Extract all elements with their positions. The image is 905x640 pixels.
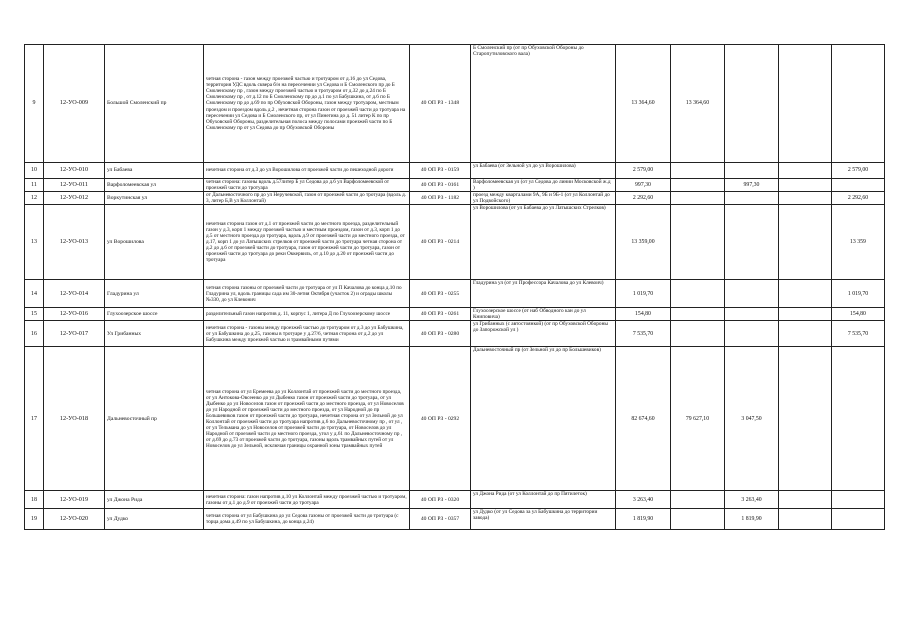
area-value-3 [779, 321, 832, 347]
road-section: Дальневосточный пр (от Зельной ул до пр Большевиков) [471, 347, 616, 491]
street-name: Варфоломеевская ул [105, 179, 204, 192]
area-total: 13 359,00 [616, 205, 671, 280]
street-name: ул Дудко [105, 509, 204, 530]
area-value-4 [832, 509, 885, 530]
area-value-3 [779, 45, 832, 163]
area-value-3 [779, 205, 832, 280]
road-passport-number: 40 ОП РЗ - 0161 [410, 179, 471, 192]
area-value-1 [671, 179, 725, 192]
area-value-4: 13 359 [832, 205, 885, 280]
area-value-1: 13 364,60 [671, 45, 725, 163]
row-number: 10 [25, 163, 44, 179]
street-name: ул Джона Рида [105, 491, 204, 509]
area-total: 1 819,90 [616, 509, 671, 530]
street-name: Ул Грибанных [105, 321, 204, 347]
area-value-2: 3 263,40 [725, 491, 779, 509]
area-total: 7 535,70 [616, 321, 671, 347]
area-value-1 [671, 163, 725, 179]
zone-description: нечетная сторона газон от д.1 от проезжей части до местного проезда, разделительный газон у д.3, корп 1 между проезжей частью и местным проездом, газон от д.3, корп 1 до д.5 от местного проезда до тротуара, вдоль д.9 от проезжей части до местного проезда, от д.17, корп 1 до ул Латышских стрелков от проезжей части до тротуара четная сторона от д.2 до д.6 от проезжей части до тротуара, газон от проезжей части до тротуара, газон от проезжей части до тротуара до реки Оккервиль, от д.10 до д.20 от проезжей части до тротуара [204, 205, 410, 280]
row-number: 17 [25, 347, 44, 491]
area-value-2 [725, 163, 779, 179]
object-code: 12-УО-020 [44, 509, 105, 530]
row-number: 14 [25, 280, 44, 308]
road-passport-number: 40 ОП РЗ - 1182 [410, 192, 471, 205]
road-passport-number: 40 ОП РЗ - 0357 [410, 509, 471, 530]
row-number: 18 [25, 491, 44, 509]
area-value-2 [725, 205, 779, 280]
street-name: Глухоозерское шоссе [105, 308, 204, 321]
road-section: Варфоломеевская ул (от ул Седова до линии Московской ж.д ) [471, 179, 616, 192]
area-value-1 [671, 205, 725, 280]
road-section: ул Ворошилова (от ул Бабаева до ул Латышских Стрелков) [471, 205, 616, 280]
row-number: 11 [25, 179, 44, 192]
road-passport-number: 40 ОП РЗ - 1348 [410, 45, 471, 163]
object-code: 12-УО-010 [44, 163, 105, 179]
area-value-4 [832, 491, 885, 509]
zone-description: четная сторона газоны от проезжей части до тротуара от ул П Качалова до конца д.10 по Гладурина ул, вдоль границы сада им 30-летия Октября (участок 2) и ограды школы №330, до ул Клевонич [204, 280, 410, 308]
area-value-1 [671, 321, 725, 347]
street-name: Дальневосточный пр [105, 347, 204, 491]
street-name: Воркутинская ул [105, 192, 204, 205]
street-name: ул Бабаева [105, 163, 204, 179]
area-total: 997,30 [616, 179, 671, 192]
area-value-2 [725, 280, 779, 308]
area-value-2: 997,30 [725, 179, 779, 192]
road-section: ул Дудко (от ул Седова за ул Бабушкина до территории завода) [471, 509, 616, 530]
area-value-4: 154,80 [832, 308, 885, 321]
table-row [25, 163, 885, 179]
area-value-3 [779, 347, 832, 491]
road-section: ул Бабаева (от Зельной ул до ул Ворошилова) [471, 163, 616, 179]
zone-description: четная сторона: газоны вдоль д.57литер Б ул Седова до д.6 ул Варфоломеевской от проезжей части до тротуара [204, 179, 410, 192]
area-value-4 [832, 179, 885, 192]
object-code: 12-УО-009 [44, 45, 105, 163]
road-passport-number: 40 ОП РЗ - 0159 [410, 163, 471, 179]
table-row [25, 509, 885, 530]
road-section: ул Грибанных (с автостоянкой) (от пр Обуховской Обороны до Запорожской ул ) [471, 321, 616, 347]
area-value-3 [779, 179, 832, 192]
area-value-4 [832, 45, 885, 163]
table-row [25, 205, 885, 280]
area-value-4: 2 579,00 [832, 163, 885, 179]
area-value-4 [832, 347, 885, 491]
document-table-sheet [24, 44, 884, 530]
zone-description: четная сторона от ул Бабушкина до ул Седова газоны от проезжей части до тротуара (с торца дома д.49 по ул Бабушкина, до конца д.24) [204, 509, 410, 530]
area-value-4: 7 535,70 [832, 321, 885, 347]
area-value-1 [671, 509, 725, 530]
zone-description: четная сторона - газон между проезжей частью и тротуаром от д.16 до ул Седова, территория УДС вдоль сквера б/н на пересечении ул Седова и Б Смоленского пр до Б Смоленскому пр , газон между проезжей частью и тротуаром от д.32 до д.24 по Б Смоленскому пр , от д.12 по Б Смоленскому пр до д.1 по ул Бабушкина, от д.6 по Б Смоленскому пр до д.69 по пр Обуховской Обороны, газон между тротуаром, местным проездом и проездом вдоль д.2 , нечетная сторона газон от проезжей части до тротуара на пересечении ул Седова и Б Смоленского пр, от ул Пинегина до д. 51 литер К по пр Обуховской Обороны, разделительная полоса между полосами проезжей части по Б Смоленскому пр от ул Седова до пр Обуховской Обороны [204, 45, 410, 163]
road-passport-number: 40 ОП РЗ - 0255 [410, 280, 471, 308]
area-total: 1 019,70 [616, 280, 671, 308]
object-code: 12-УО-014 [44, 280, 105, 308]
zone-description: нечетная сторона - газоны между проезжей частью до тротуаром от д.3 до ул Бабушкина, от ул Бабушкина до д.25, газоны в тротуаре у д.27/6, четная сторона от д.2 до ул Бабушкина между проезжей частью и трамвайными путями [204, 321, 410, 347]
area-total: 2 292,60 [616, 192, 671, 205]
area-value-1 [671, 192, 725, 205]
area-value-1 [671, 280, 725, 308]
area-value-4: 2 292,60 [832, 192, 885, 205]
area-value-1 [671, 491, 725, 509]
row-number: 15 [25, 308, 44, 321]
row-number: 16 [25, 321, 44, 347]
zone-description: от Дальневосточного пр до ул Неручевской, газон от проезжей части до тротуара (вдоль д. 3, литер Б,В ул Коллонтай) [204, 192, 410, 205]
object-code: 12-УО-017 [44, 321, 105, 347]
road-section: проезд между кварталами 9А, 9Б и 9Б-1 (от ул Коллонтай до ул Подвойского) [471, 192, 616, 205]
area-value-3 [779, 192, 832, 205]
table-body [25, 45, 885, 530]
street-name: Гладурина ул [105, 280, 204, 308]
row-number: 12 [25, 192, 44, 205]
object-code: 12-УО-016 [44, 308, 105, 321]
road-passport-number: 40 ОП РЗ - 0292 [410, 347, 471, 491]
zone-description: разделительный газон напротив д. 11, корпус 1, литера Д по Глухоозерскому шоссе [204, 308, 410, 321]
area-value-3 [779, 163, 832, 179]
zone-description: нечетная сторона от д.3 до ул Ворошилова от проезжей части до пешеходной дороги [204, 163, 410, 179]
road-section: Глухоозерское шоссе (от наб Обводного кан до ул Книповича) [471, 308, 616, 321]
area-value-2 [725, 45, 779, 163]
table-row [25, 491, 885, 509]
road-section: Б Смоленский пр (от пр Обуховской Обороны до Старопутиловского вала) [471, 45, 616, 163]
area-total: 2 579,00 [616, 163, 671, 179]
area-value-3 [779, 280, 832, 308]
area-total: 82 674,60 [616, 347, 671, 491]
green-zones-table [24, 44, 885, 530]
table-row [25, 192, 885, 205]
area-value-2 [725, 192, 779, 205]
row-number: 9 [25, 45, 44, 163]
zone-description: нечетная сторона: газон напротив д.10 ул Коллонтай между проезжей частью и тротуаром, газоны от д.1 до д.9 от проезжей части до тротуара [204, 491, 410, 509]
area-value-3 [779, 491, 832, 509]
table-row [25, 321, 885, 347]
road-passport-number: 40 ОП РЗ - 0261 [410, 308, 471, 321]
area-value-2 [725, 321, 779, 347]
table-row [25, 280, 885, 308]
zone-description: четная сторона от ул Еремеева до ул Коллонтай от проезжей части до местного проезда, от ул Антокова-Овсеенко до ул Дыбенко газон от проезжей части до тротуара, от ул Дыбенко до ул Новоселов газон от проезжей части до местного проезда, от ул Новоселов до ул Народной от проезжей части до местного проезда, от ул Народной до пр Большевиков газон от проезжей части до тротуара, нечетная сторона от ул Зельной до ул Коллонтай от проезжей части до тротуара напротив д.6 по Дальневосточному пр , от ул , от ул Тельмана до ул Новоселов от проезжей части до тротуара, от Новоселов до ул Народной от проезжей части до местного проезда, угол у д.61 по Дальневосточному пр , от д.69 до д.73 от проезжей части до тротуара, газоны вдоль трамвайных путей от ул Новоселов до ул Зельной, исключая границы охранной зоны трамвайных путей [204, 347, 410, 491]
area-value-2 [725, 308, 779, 321]
road-section: ул Джона Рида (от ул Коллонтай до пр Пятилеток) [471, 491, 616, 509]
area-value-1: 79 627,10 [671, 347, 725, 491]
area-value-1 [671, 308, 725, 321]
table-row [25, 308, 885, 321]
object-code: 12-УО-019 [44, 491, 105, 509]
area-value-3 [779, 308, 832, 321]
table-row [25, 347, 885, 491]
object-code: 12-УО-011 [44, 179, 105, 192]
row-number: 19 [25, 509, 44, 530]
area-value-2: 1 819,90 [725, 509, 779, 530]
area-total: 13 364,60 [616, 45, 671, 163]
area-value-2: 3 047,50 [725, 347, 779, 491]
table-row [25, 45, 885, 163]
road-passport-number: 40 ОП РЗ - 0280 [410, 321, 471, 347]
road-passport-number: 40 ОП РЗ - 0320 [410, 491, 471, 509]
table-row [25, 179, 885, 192]
row-number: 13 [25, 205, 44, 280]
area-total: 154,80 [616, 308, 671, 321]
object-code: 12-УО-012 [44, 192, 105, 205]
object-code: 12-УО-013 [44, 205, 105, 280]
road-passport-number: 40 ОП РЗ - 0214 [410, 205, 471, 280]
area-total: 3 263,40 [616, 491, 671, 509]
street-name: ул Ворошилова [105, 205, 204, 280]
area-value-3 [779, 509, 832, 530]
object-code: 12-УО-018 [44, 347, 105, 491]
road-section: Гладурина ул (от ул Профессора Качалова до ул Клевоич) [471, 280, 616, 308]
street-name: Большой Смоленский пр [105, 45, 204, 163]
area-value-4: 1 019,70 [832, 280, 885, 308]
